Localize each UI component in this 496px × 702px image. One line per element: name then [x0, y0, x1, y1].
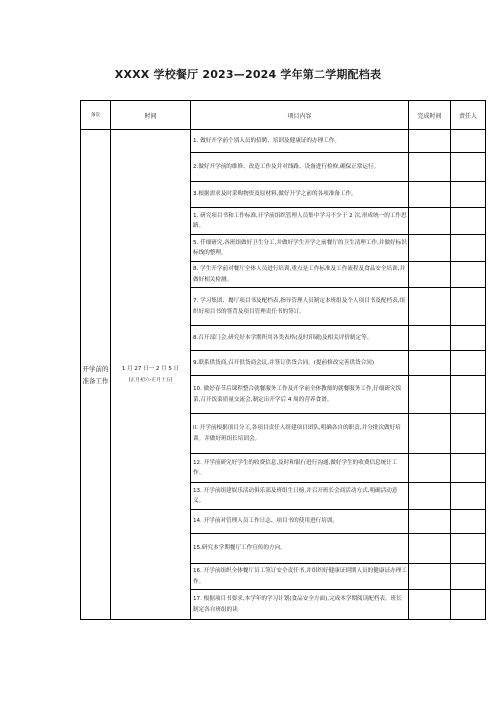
period-note: (正月初六-正月十五): [128, 377, 173, 383]
owner-cell[interactable]: [451, 288, 486, 326]
item-cell: ll. 开学前根据项目分工,各项目责任人组建项目团队,明确各自的职责,并分批次做好培训。并做好班组长培训会。: [191, 414, 409, 454]
done-time-cell[interactable]: [409, 534, 451, 564]
table-row: [81, 130, 486, 153]
item-cell: 10. 做好春节后课程整合就餐服务工作及开学前全体教师的就餐服务工作,仔细研究饭菜,召开饭菜质量交流会,制定出开学后 4 周的营养食谱。: [191, 376, 409, 414]
done-time-cell[interactable]: [409, 262, 451, 288]
done-time-cell[interactable]: [409, 454, 451, 483]
item-cell: 7. 学习集团、餐厅项目书及配档表,指导管理人员制定本班组及个人项目书及配档表,组织好项目书的签背及项目管理责任书的签订。: [191, 288, 409, 326]
done-time-cell[interactable]: [409, 326, 451, 351]
item-cell: 9.联系供货商,召开供货商会议,并签订供货合同。(提前修改完善供货合同): [191, 351, 409, 376]
owner-cell[interactable]: [451, 454, 486, 483]
owner-cell[interactable]: [451, 590, 486, 620]
done-time-cell[interactable]: [409, 510, 451, 534]
period-cell: [111, 130, 191, 620]
owner-cell[interactable]: [451, 510, 486, 534]
header-row: [81, 101, 486, 130]
header-order: 条次: [81, 101, 111, 130]
done-time-cell[interactable]: [409, 153, 451, 182]
owner-cell[interactable]: [451, 235, 486, 262]
item-cell: 5. 仟细研究,各班组做好卫生分工,并做好学生开学之前餐厅的卫生清理工作,并做好标识标线的整理。: [191, 235, 409, 262]
item-cell: 1. 研究项目书和工作标准,开学前组织管理人员集中学习不少于 2 次,形成统一的工作思路。: [191, 208, 409, 235]
item-cell: 8. 学生开学前对餐厅全体人员进行培训,重点是工作标准及工作流程及食品安全培训,并做好相关检测。: [191, 262, 409, 288]
done-time-cell[interactable]: [409, 235, 451, 262]
item-cell: 17. 根据项目书要求,本学年的学习计划(食品安全方面),完成本学期阅读配档表。班长制定各自班组的读: [191, 590, 409, 620]
item-cell: 13. 开学前组建娱乐活动俱乐部及班组生日榜,并召开班长会商活动方式,明确活动意义。: [191, 483, 409, 510]
header-content: 项目内容: [191, 101, 409, 130]
item-cell: 8.召开部门会,研究好本学期所用各类表格(及时印刷)及相关评价制定等。: [191, 326, 409, 351]
item-cell: 2.做好开学前的维修、改造工作及并对线路、设备进行检修,确保正常运行。: [191, 153, 409, 182]
owner-cell[interactable]: [451, 534, 486, 564]
done-time-cell[interactable]: [409, 182, 451, 208]
owner-cell[interactable]: [451, 130, 486, 153]
item-cell: 3.根据需求及时采购物资及原材料,做好开学之前的各项准备工作。: [191, 182, 409, 208]
owner-cell[interactable]: [451, 153, 486, 182]
item-cell: 16. 开学前组织全体餐厅员工签订安全责任书,并组织好健康证到期人员的健康证办理工作。: [191, 564, 409, 590]
owner-cell[interactable]: [451, 182, 486, 208]
document-title: XXXX 学校餐厅 2023—2024 学年第二学期配档表: [114, 68, 382, 81]
done-time-cell[interactable]: [409, 414, 451, 454]
done-time-cell[interactable]: [409, 208, 451, 235]
done-time-cell[interactable]: [409, 483, 451, 510]
owner-cell[interactable]: [451, 376, 486, 414]
item-cell: 12. 开学前研究好学生的收费信息,及时和银行进行沟通,做好学生的收费信息统计工作。: [191, 454, 409, 483]
done-time-cell[interactable]: [409, 564, 451, 590]
header-owner: 责任人: [451, 101, 486, 130]
owner-cell[interactable]: [451, 262, 486, 288]
owner-cell[interactable]: [451, 351, 486, 376]
done-time-cell[interactable]: [409, 130, 451, 153]
item-cell: 1. 做好开学前个别人员的招聘、培训及健康证的办理工作。: [191, 130, 409, 153]
item-cell: 15.研究本学期餐厅工作宣传的方向。: [191, 534, 409, 564]
header-time: 时间: [111, 101, 191, 130]
owner-cell[interactable]: [451, 564, 486, 590]
header-done-time: 完成时间: [409, 101, 451, 130]
owner-cell[interactable]: [451, 414, 486, 454]
done-time-cell[interactable]: [409, 351, 451, 376]
item-cell: 14. 开学前对管理人员工作日志、项目书的使用进行培训。: [191, 510, 409, 534]
schedule-table: [80, 100, 486, 620]
phase-label: 开学前的准备工作: [81, 130, 111, 620]
done-time-cell[interactable]: [409, 376, 451, 414]
owner-cell[interactable]: [451, 483, 486, 510]
done-time-cell[interactable]: [409, 288, 451, 326]
period-text: 1 月 27 日一 2 月 5 日: [121, 365, 180, 372]
owner-cell[interactable]: [451, 208, 486, 235]
done-time-cell[interactable]: [409, 590, 451, 620]
owner-cell[interactable]: [451, 326, 486, 351]
